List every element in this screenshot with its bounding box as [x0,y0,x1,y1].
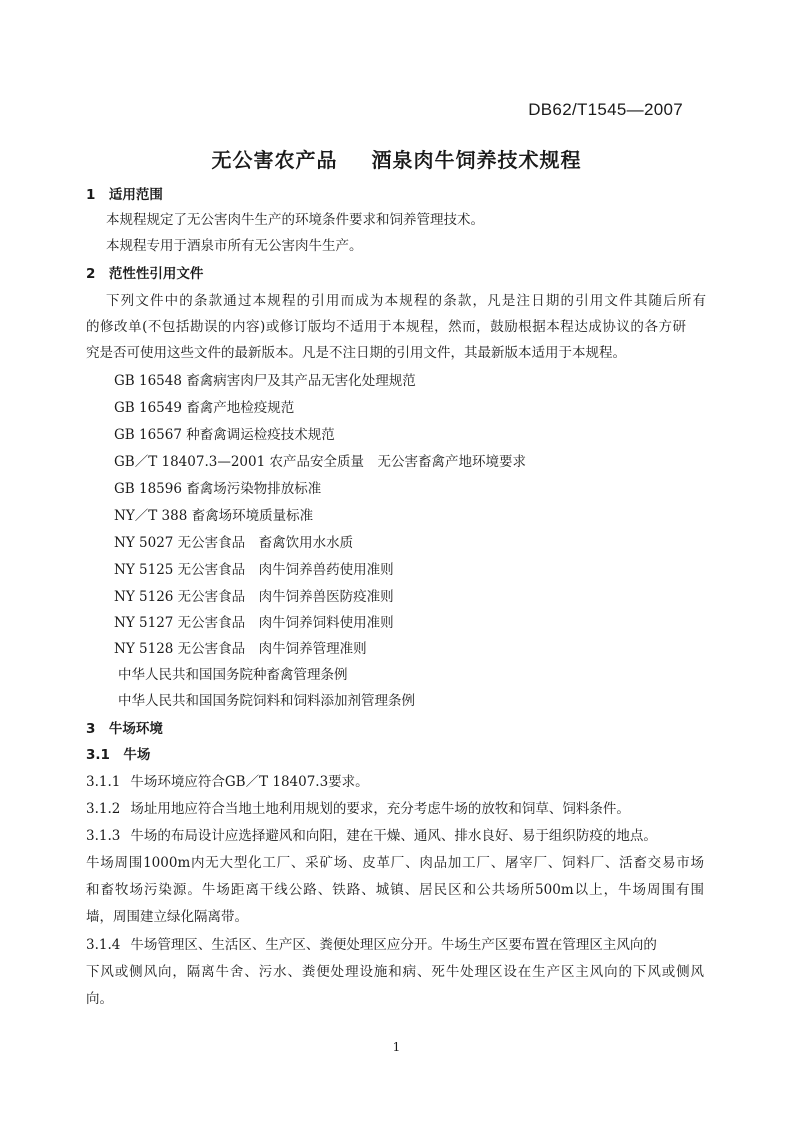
ref-item: GB／T 18407.3—2001 农产品安全质量 无公害畜禽产地环境要求 [114,454,526,470]
clause-3-1-4 [86,934,706,956]
title-part-1: 无公害农产品 [211,148,338,172]
section-2-heading: 2 范性性引用文件 [86,266,204,282]
ref-item: NY 5127 无公害食品 肉牛饲养饲料使用准则 [114,615,394,631]
ref-item: NY 5027 无公害食品 畜禽饮用水水质 [114,535,354,551]
clause-text: 场址用地应符合当地土地利用规划的要求，充分考虑牛场的放牧和饲草、饲料条件。 [130,801,630,817]
ref-item: GB 16567 种畜禽调运检疫技术规范 [114,427,335,443]
clause-3-1-4-line-3: 向。 [86,991,113,1007]
ref-item: GB 16549 畜禽产地检疫规范 [114,400,295,416]
clause-3-1-3 [86,825,706,847]
clause-3-1-3-line-3: 和畜牧场污染源。牛场距离干线公路、铁路、城镇、居民区和公共场所500m以上，牛场周围有围 [86,882,704,898]
ref-item: NY 5126 无公害食品 肉牛饲养兽医防疫准则 [114,589,394,605]
clause-number: 3.1.4 [86,937,121,953]
ref-item: 中华人民共和国国务院种畜禽管理条例 [118,667,348,683]
section-2-para-line-1: 下列文件中的条款通过本规程的引用而成为本规程的条款，凡是注日期的引用文件其随后所有 [106,293,706,309]
clause-number: 3.1.1 [86,774,121,790]
clause-text: 牛场管理区、生活区、生产区、粪便处理区应分开。牛场生产区要布置在管理区主风向的 [130,937,657,953]
section-2-para-line-3: 究是否可使用这些文件的最新版本。凡是不注日期的引用文件，其最新版本适用于本规程。 [86,345,626,361]
ref-item: NY 5128 无公害食品 肉牛饲养管理准则 [114,641,367,657]
ref-item: NY／T 388 畜禽场环境质量标准 [114,508,314,524]
clause-3-1-4-line-2: 下风或侧风向，隔离牛舍、污水、粪便处理设施和病、死牛处理区设在生产区主风向的下风或侧风 [86,964,704,980]
ref-item: 中华人民共和国国务院饲料和饲料添加剂管理条例 [118,693,415,709]
clause-text: 牛场的布局设计应选择避风和向阳，建在干燥、通风、排水良好、易于组织防疫的地点。 [130,828,657,844]
clause-3-1-2 [86,798,706,820]
ref-item: NY 5125 无公害食品 肉牛饲养兽药使用准则 [114,562,394,578]
clause-3-1-3-line-4: 墙，周围建立绿化隔离带。 [86,909,248,925]
ref-item: GB 18596 畜禽场污染物排放标准 [114,481,322,497]
section-3-heading: 3 牛场环境 [86,721,163,737]
section-1-para-2: 本规程专用于酒泉市所有无公害肉牛生产。 [106,238,363,254]
standard-code: DB62/T1545—2007 [528,100,683,119]
title-part-2: 酒泉肉牛饲养技术规程 [371,148,582,172]
clause-3-1-1 [86,771,706,793]
page-number: 1 [392,1040,401,1054]
clause-text: 牛场环境应符合GB／T 18407.3要求。 [130,774,369,790]
section-3-1-heading: 3.1 牛场 [86,747,151,763]
document-title [0,144,793,173]
clause-3-1-3-line-2: 牛场周围1000m内无大型化工厂、采矿场、皮革厂、肉品加工厂、屠宰厂、饲料厂、活畜交易市场 [86,855,704,871]
section-1-para-1: 本规程规定了无公害肉牛生产的环境条件要求和饲养管理技术。 [106,212,484,228]
section-1-heading: 1 适用范围 [86,187,163,203]
clause-number: 3.1.3 [86,828,121,844]
clause-number: 3.1.2 [86,801,121,817]
ref-item: GB 16548 畜禽病害肉尸及其产品无害化处理规范 [114,373,416,389]
section-2-para-line-2: 的修改单(不包括勘误的内容)或修订版均不适用于本规程，然而，鼓励根据本程达成协议的各方研 [86,319,686,335]
